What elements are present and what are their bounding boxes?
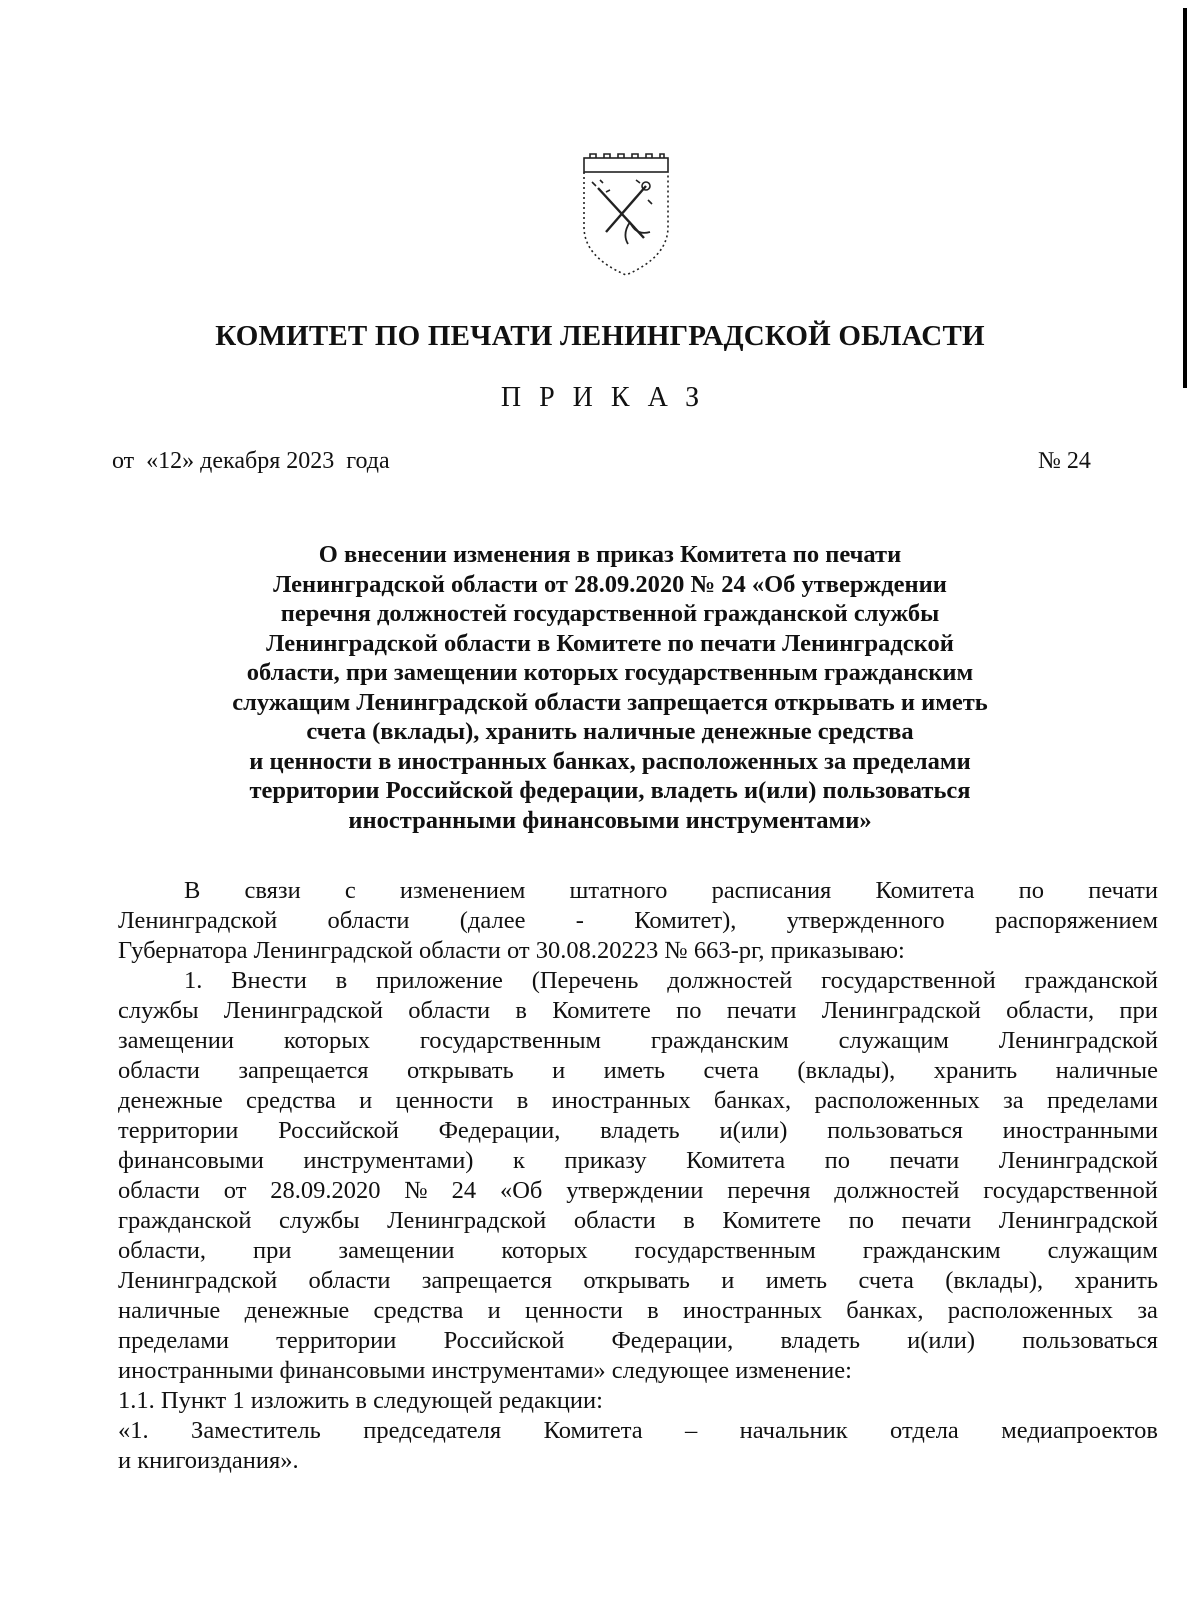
subject-line: и ценности в иностранных банках, расположенных за пределами: [249, 747, 971, 775]
intro-line: [118, 876, 1158, 906]
item1-line: [118, 1176, 1158, 1206]
word: пользоваться: [1022, 1327, 1158, 1354]
word: области: [118, 1057, 200, 1084]
word: печати: [901, 1207, 972, 1234]
item1-line: [118, 1086, 1158, 1116]
word: области: [308, 1267, 391, 1294]
date-rest: декабря 2023 года: [200, 448, 390, 474]
word: открывать: [407, 1057, 514, 1084]
word: наличные: [1055, 1057, 1158, 1084]
word: в: [647, 1297, 659, 1324]
word: государственным: [634, 1237, 816, 1264]
word: медиапроектов: [1001, 1417, 1158, 1444]
word: по: [824, 1147, 851, 1174]
word: счета: [703, 1057, 759, 1084]
item1-line: [118, 1026, 1158, 1056]
word: с: [344, 877, 356, 904]
word: Ленинградской: [998, 1207, 1158, 1234]
item1-line: [118, 1146, 1158, 1176]
word: по: [676, 997, 702, 1024]
item1-line: [118, 1266, 1158, 1296]
word: пользоваться: [827, 1117, 963, 1144]
word: –: [685, 1417, 698, 1444]
word: иметь: [603, 1057, 666, 1084]
order-date: [112, 448, 390, 475]
word: по: [1018, 877, 1045, 904]
word: должностей: [667, 967, 793, 994]
word: по: [848, 1207, 874, 1234]
word: гражданской: [118, 1207, 252, 1234]
word: и: [552, 1057, 566, 1084]
word: иностранных: [551, 1087, 691, 1114]
word: связи: [244, 877, 301, 904]
word: (вклады),: [945, 1267, 1044, 1294]
word: 1.: [184, 967, 203, 994]
committee-title: КОМИТЕТ ПО ПЕЧАТИ ЛЕНИНГРАДСКОЙ ОБЛАСТИ: [215, 320, 985, 352]
subject-line: счета (вклады), хранить наличные денежные средства: [306, 718, 914, 745]
date-day: «12»: [146, 448, 195, 474]
word: «Об: [499, 1177, 543, 1204]
word: Комитет),: [634, 907, 737, 934]
word: финансовыми: [118, 1147, 264, 1174]
word: средства: [246, 1087, 336, 1114]
word: расписания: [711, 877, 832, 904]
word: денежные: [244, 1297, 350, 1324]
word: открывать: [583, 1267, 690, 1294]
word: владеть: [780, 1327, 861, 1354]
word: пределами: [118, 1327, 229, 1354]
word: пределами: [1046, 1087, 1158, 1114]
subject-line: территории Российской федерации, владеть и(или) пользоваться: [249, 777, 971, 804]
item11-line: 1.1. Пункт 1 изложить в следующей редакции:: [118, 1387, 603, 1414]
order-subject: [170, 540, 1050, 835]
subject-line: Ленинградской области в Комитете по печати Ленинградской: [266, 629, 954, 657]
order-body: [118, 876, 1158, 1476]
word: изменением: [399, 877, 526, 904]
word: области,: [118, 1237, 207, 1264]
word: ценности: [525, 1297, 623, 1324]
order-number: № 24: [1038, 448, 1091, 474]
word: Комитете: [552, 997, 651, 1024]
word: 28.09.2020: [270, 1177, 381, 1204]
word: ценности: [395, 1087, 494, 1114]
word: инструментами): [303, 1147, 474, 1174]
word: иностранных: [682, 1297, 822, 1324]
word: гражданским: [862, 1237, 1001, 1264]
word: хранить: [1074, 1267, 1158, 1294]
word: Российской: [278, 1117, 399, 1144]
word: за: [1003, 1087, 1024, 1114]
word: -: [575, 907, 584, 934]
item1-line: [118, 1206, 1158, 1236]
word: Ленинградской: [821, 997, 981, 1024]
item1-line: [118, 1296, 1158, 1326]
word: области: [408, 997, 491, 1024]
word: Ленинградской: [998, 1027, 1158, 1054]
word: территории: [118, 1117, 239, 1144]
word: области,: [1006, 997, 1095, 1024]
word: службы: [118, 997, 199, 1024]
word: Ленинградской: [387, 1207, 547, 1234]
word: 24: [451, 1177, 477, 1204]
word: и: [487, 1297, 501, 1324]
word: служащим: [1047, 1237, 1158, 1264]
word: государственным: [419, 1027, 602, 1054]
word: которых: [283, 1027, 371, 1054]
word: и(или): [719, 1117, 788, 1144]
word: денежные: [118, 1087, 223, 1114]
subject-line: Ленинградской области от 28.09.2020 № 24 «Об утверждении: [273, 570, 947, 598]
word: приложение: [375, 967, 503, 994]
word: (вклады),: [797, 1057, 896, 1084]
subject-line: О внесении изменения в приказ Комитета по печати: [318, 541, 902, 568]
word: печати: [1088, 877, 1158, 904]
item1-line: [118, 1236, 1158, 1266]
word: В: [184, 877, 201, 904]
word: банках,: [713, 1087, 792, 1114]
intro-line: Губернатора Ленинградской области от 30.08.20223 № 663-рг, приказываю:: [118, 937, 905, 964]
item1-line: [118, 1056, 1158, 1086]
word: счета: [858, 1267, 914, 1294]
word: государственной: [821, 967, 996, 994]
word: отдела: [890, 1417, 959, 1444]
word: должностей: [834, 1177, 960, 1204]
subject-line: перечня должностей государственной гражданской службы: [280, 600, 940, 627]
word: распоряжением: [994, 907, 1158, 934]
word: Комитете: [722, 1207, 822, 1234]
word: (далее: [459, 907, 526, 934]
word: гражданским: [650, 1027, 789, 1054]
word: в: [516, 1087, 529, 1114]
word: территории: [276, 1327, 397, 1354]
word: иностранными: [1002, 1117, 1158, 1144]
quote-line: [118, 1416, 1158, 1446]
word: от: [223, 1177, 247, 1204]
word: Ленинградской: [223, 997, 383, 1024]
word: хранить: [933, 1057, 1018, 1084]
word: в: [515, 997, 527, 1024]
word: председателя: [363, 1417, 502, 1444]
word: Ленинградской: [998, 1147, 1158, 1174]
subject-line: служащим Ленинградской области запрещается открывать и иметь: [232, 688, 988, 716]
item1-line: [118, 966, 1158, 996]
word: за: [1137, 1297, 1158, 1324]
word: замещении: [338, 1237, 455, 1264]
quote-line: и книгоиздания».: [118, 1447, 299, 1474]
word: утвержденного: [786, 907, 945, 934]
word: Федерации,: [611, 1327, 734, 1354]
word: начальник: [739, 1417, 848, 1444]
word: расположенных: [814, 1087, 980, 1114]
word: Федерации,: [438, 1117, 561, 1144]
word: области: [118, 1177, 200, 1204]
word: (Перечень: [531, 967, 639, 994]
document-type: ПРИКАЗ: [500, 382, 718, 413]
item1-line: [118, 996, 1158, 1026]
word: в: [683, 1207, 695, 1234]
word: государственной: [983, 1177, 1158, 1204]
word: и(или): [907, 1327, 976, 1354]
word: владеть: [600, 1117, 680, 1144]
item1-line: [118, 1326, 1158, 1356]
word: перечня: [727, 1177, 811, 1204]
coat-of-arms-icon: [576, 152, 676, 278]
word: «1.: [118, 1417, 149, 1444]
word: Ленинградской: [118, 1267, 278, 1294]
word: приказу: [564, 1147, 647, 1174]
word: гражданской: [1024, 967, 1158, 994]
intro-line: [118, 906, 1158, 936]
item1-line: иностранными финансовыми инструментами» следующее изменение:: [118, 1357, 852, 1384]
word: запрещается: [238, 1057, 369, 1084]
word: расположенных: [947, 1297, 1114, 1324]
word: к: [512, 1147, 525, 1174]
word: средства: [373, 1297, 464, 1324]
word: замещении: [118, 1027, 235, 1054]
word: печати: [726, 997, 797, 1024]
word: области: [573, 1207, 656, 1234]
word: в: [335, 967, 348, 994]
word: утверждении: [566, 1177, 704, 1204]
date-prefix: от: [112, 448, 135, 474]
word: запрещается: [421, 1267, 552, 1294]
word: Российской: [443, 1327, 565, 1354]
word: Комитета: [875, 877, 975, 904]
word: Комитета: [686, 1147, 786, 1174]
subject-line: иностранными финансовыми инструментами»: [348, 806, 872, 834]
word: Ленинградской: [118, 907, 278, 934]
word: Внести: [231, 967, 307, 994]
word: при: [252, 1237, 292, 1264]
word: Заместитель: [191, 1417, 321, 1444]
word: печати: [889, 1147, 960, 1174]
word: наличные: [118, 1297, 221, 1324]
word: служащим: [838, 1027, 949, 1054]
subject-line: области, при замещении которых государственным гражданским: [246, 659, 974, 686]
word: банках,: [846, 1297, 924, 1324]
word: и: [359, 1087, 373, 1114]
word: службы: [278, 1207, 360, 1234]
word: области: [327, 907, 410, 934]
word: и: [721, 1267, 735, 1294]
word: №: [404, 1177, 428, 1204]
word: при: [1119, 997, 1158, 1024]
word: которых: [501, 1237, 588, 1264]
word: штатного: [569, 877, 668, 904]
item1-line: [118, 1116, 1158, 1146]
word: иметь: [765, 1267, 828, 1294]
word: Комитета: [543, 1417, 643, 1444]
